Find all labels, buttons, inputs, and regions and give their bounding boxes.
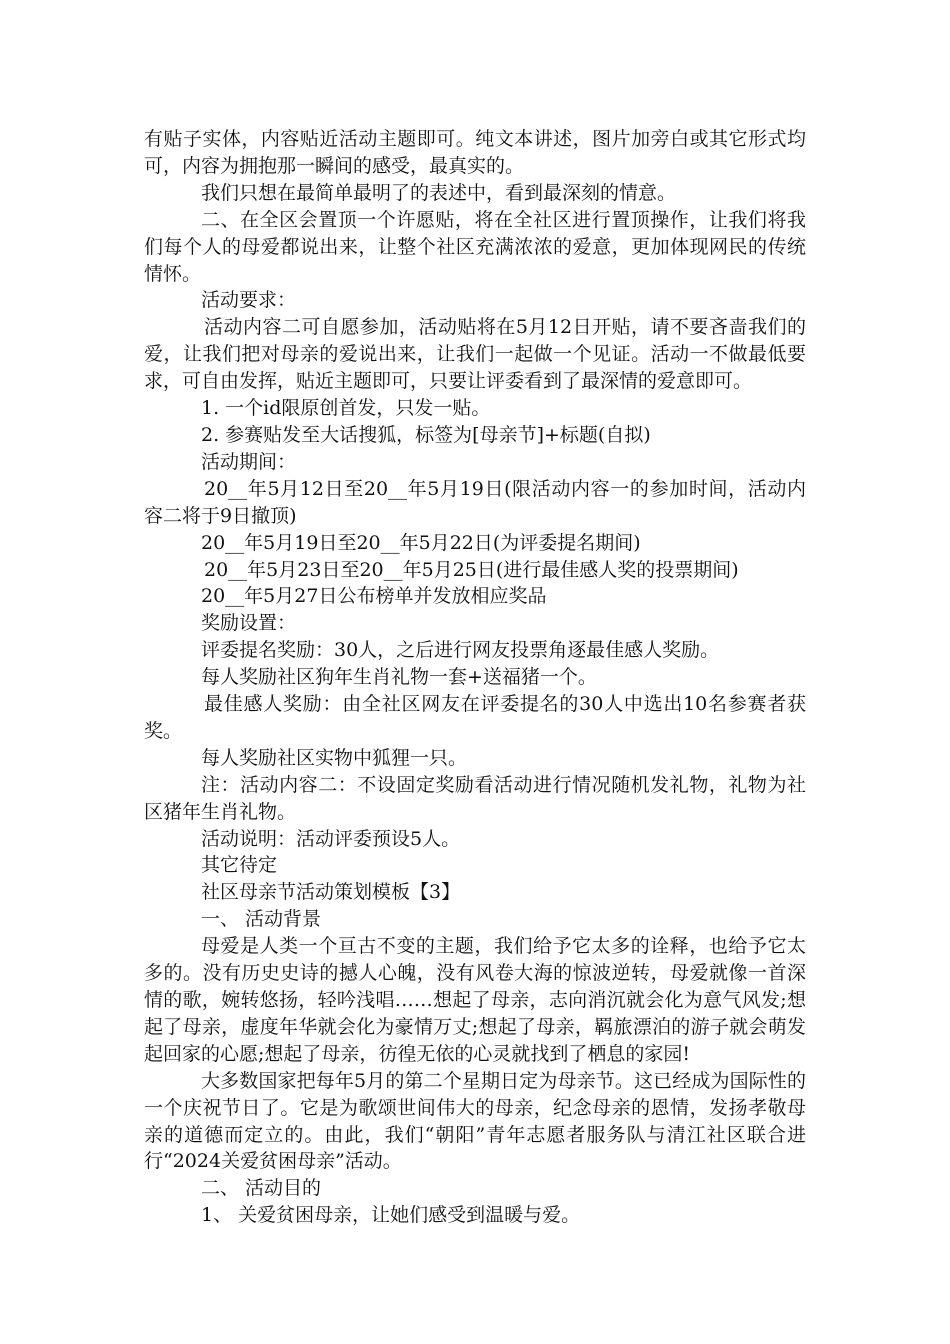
paragraph: 二、 活动目的 bbox=[201, 1177, 322, 1200]
paragraph: 活动要求： bbox=[201, 289, 297, 312]
paragraph: 1、 关爱贫困母亲，让她们感受到温暖与爱。 bbox=[201, 1204, 581, 1227]
paragraph: 奖励设置： bbox=[201, 612, 297, 635]
paragraph: 2. 参赛贴发至大话搜狐，标签为[母亲节]+标题(自拟) bbox=[201, 423, 651, 446]
paragraph: 20__年5月23日至20__年5月25日(进行最佳感人奖的投票期间) bbox=[204, 558, 739, 581]
paragraph: 活动期间： bbox=[201, 450, 297, 473]
paragraph: 二、在全区会置顶一个许愿贴，将在全社区进行置顶操作，让我们将我们每个人的母爱都说出来，让整个社区充满浓浓的爱意，更加体现网民的传统情怀。 bbox=[144, 208, 806, 285]
paragraph: 活动说明：活动评委预设5人。 bbox=[201, 827, 461, 850]
paragraph: 20__年5月12日至20__年5月19日(限活动内容一的参加时间，活动内容二将于9日撤顶) bbox=[144, 477, 806, 527]
paragraph: 我们只想在最简单最明了的表述中，看到最深刻的情意。 bbox=[201, 181, 677, 204]
paragraph: 大多数国家把每年5月的第二个星期日定为母亲节。这已经成为国际性的一个庆祝节日了。它是为歌颂世间伟大的母亲，纪念母亲的恩情，发扬孝敬母亲的道德而定立的。由此，我们“朝阳”青年志愿者服务队与清江社区联合进行“2024关爱贫困母亲”活动。 bbox=[144, 1069, 806, 1173]
paragraph: 母爱是人类一个亘古不变的主题，我们给予它太多的诠释，也给予它太多的。没有历史史诗的撼人心魄，没有风卷大海的惊波逆转，母爱就像一首深情的歌，婉转悠扬，轻吟浅唱……想起了母亲，志向消沉就会化为意气风发;想起了母亲，虚度年华就会化为豪情万丈;想起了母亲，羁旅漂泊的游子就会萌发起回家的心愿;想起了母亲，彷徨无依的心灵就找到了栖息的家园! bbox=[144, 935, 806, 1065]
paragraph: 活动内容二可自愿参加，活动贴将在5月12日开贴，请不要吝啬我们的爱，让我们把对母亲的爱说出来，让我们一起做一个见证。活动一不做最低要求，可自由发挥，贴近主题即可，只要让评委看到了最深情的爱意即可。 bbox=[144, 316, 806, 393]
document-page bbox=[144, 126, 806, 1229]
paragraph: 评委提名奖励：30人，之后进行网友投票角逐最佳感人奖励。 bbox=[201, 639, 720, 662]
paragraph: 有贴子实体，内容贴近活动主题即可。纯文本讲述，图片加旁白或其它形式均可，内容为拥抱那一瞬间的感受，最真实的。 bbox=[144, 128, 806, 177]
paragraph: 每人奖励社区实物中狐狸一只。 bbox=[201, 746, 468, 769]
paragraph: 20__年5月27日公布榜单并发放相应奖品 bbox=[201, 585, 547, 608]
paragraph: 社区母亲节活动策划模板【3】 bbox=[201, 881, 461, 904]
paragraph: 一、 活动背景 bbox=[201, 908, 322, 931]
paragraph: 每人奖励社区狗年生肖礼物一套+送福猪一个。 bbox=[201, 666, 597, 689]
paragraph: 注：活动内容二：不设固定奖励看活动进行情况随机发礼物，礼物为社区猪年生肖礼物。 bbox=[144, 773, 806, 823]
paragraph: 1. 一个id限原创首发，只发一贴。 bbox=[201, 397, 491, 420]
paragraph: 最佳感人奖励：由全社区网友在评委提名的30人中选出10名参赛者获奖。 bbox=[144, 693, 806, 742]
paragraph: 其它待定 bbox=[201, 854, 278, 877]
paragraph: 20__年5月19日至20__年5月22日(为评委提名期间) bbox=[201, 531, 641, 554]
